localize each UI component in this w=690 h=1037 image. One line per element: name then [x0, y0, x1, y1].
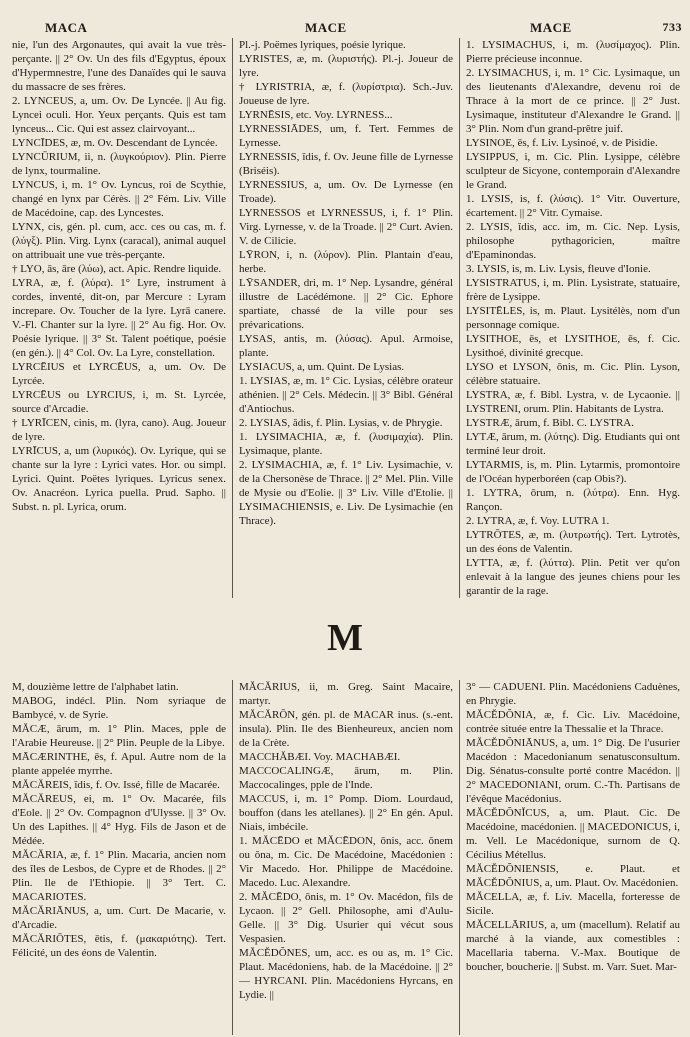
entry: MACCOCALINGÆ, ārum, m. Plin. Maccocalinges, pple de l'Inde.: [239, 765, 453, 791]
entry: 2. LYSIAS, ădis, f. Plin. Lysias, v. de Phrygie.: [239, 417, 443, 429]
top-section: [6, 38, 686, 598]
entry: 2. LYSIMACHIA, æ, f. 1° Liv. Lysimachie, v. de la Chersonèse de Thrace. || 2° Mel. Plin. Ville de Mysie ou d'Eolie. || 3° Liv. Ville d'Etolie. || LYSIMACHIENSIS, e. Liv. De Lysimachie (en Thrace).: [239, 459, 453, 527]
entry: LȲSANDER, dri, m. 1° Nep. Lysandre, général illustre de Lacédémone. || 2° Cic. Ephore spartiate, chassé de la ville pour ses prévarications.: [239, 277, 453, 331]
column-bottom-3: [459, 680, 686, 1035]
entry: 1. MĂCĒDO et MĂCĒDON, ōnis, acc. ŏnem ou ŏna, m. Cic. De Macédoine, Macédonien : Vir Macedo. Hor. Philippe de Macédoine. Macedo. Luc. Alexandre.: [239, 835, 453, 889]
entry: nie, l'un des Argonautes, qui avait la vue très-perçante. || 2° Ov. Un des fils d'Egyptus, époux d'Hypermnestre, l'une des Danaïdes qui le sauva du massacre de ses frères.: [12, 39, 226, 93]
entry: MĂCĂREUS, ei, m. 1° Ov. Macarée, fils d'Eole. || 2° Ov. Compagnon d'Ulysse. || 3° Ov. Un des Lapithes. || 4° Hyg. Fils de Jason et de Médée.: [12, 793, 226, 847]
entry: 2. LYSIS, ĭdis, acc. im, m. Cic. Nep. Lysis, philosophe pythagoricien, maître d'Epaminondas.: [466, 221, 680, 261]
entry: 1. LYSIMACHUS, i, m. (λυσίμαχος). Plin. Pierre précieuse inconnue.: [466, 39, 680, 65]
entry: MĂCĂREIS, ĭdis, f. Ov. Issé, fille de Macarée.: [12, 779, 220, 791]
running-header: [0, 4, 690, 34]
entry: LYSISTRATUS, i, m. Plin. Lysistrate, statuaire, frère de Lysippe.: [466, 277, 680, 303]
running-head-right: MACE: [530, 20, 572, 35]
entry: MĂCĂRIA, æ, f. 1° Plin. Macaria, ancien nom des îles de Lesbos, de Cypre et de Rhodes. || 2° Plin. Ile de l'Ethiopie. || 3° Tert. C. MACARIOTES.: [12, 849, 226, 903]
entry: LYTARMIS, is, m. Plin. Lytarmis, promontoire de l'Océan hyperboréen (cap Obis?).: [466, 459, 680, 485]
entry: LYRNĒSIS, etc. Voy. LYRNESS...: [239, 109, 393, 121]
entry: LYTÆ, ārum, m. (λύτης). Dig. Etudiants qui ont terminé leur droit.: [466, 431, 680, 457]
entry: LYNCĪDES, æ, m. Ov. Descendant de Lyncée.: [12, 137, 218, 149]
entry: MĂCĂRŌN, gén. pl. de MACAR inus. (s.-ent. insula). Plin. Ile des Bienheureux, ancien nom de la Crète.: [239, 709, 453, 749]
entry: LYNCŪRIUM, ii, n. (λυγκούριον). Plin. Pierre de lynx, tourmaline.: [12, 151, 226, 177]
entry: LYRA, æ, f. (λύρα). 1° Lyre, instrument à cordes, inventé, dit-on, par Mercure : Lyram increpare. Ov. Toucher de la lyre. Lyrā canere. V.-Fl. Chanter sur la lyre. || 2° Au fig. Hor. Ov. Poésie lyrique. || 3° St. Talent poétique, poésie (en gén.). || 4° Col. Ov. La Lyre, constellation.: [12, 277, 226, 359]
entry: LYNX, cis, gén. pl. cum, acc. ces ou cas, m. f. (λύγξ). Plin. Virg. Lynx (caracal), animal auquel on attribuait une vue très-perçante.: [12, 221, 226, 261]
entry: MĂCELLĀRIUS, a, um (macellum). Relatif au marché à la viande, aux comestibles : Macellaria taberna. V.-Max. Boutique de boucher, boucherie. || Subst. m. Varr. Suet. Mar-: [466, 919, 680, 973]
entry: M, douzième lettre de l'alphabet latin.: [12, 681, 179, 693]
entry: Pl.-j. Poëmes lyriques, poésie lyrique.: [239, 39, 406, 51]
entry: MĂCĔDŎNIENSIS, e. Plaut. et MĂCĔDŎNIUS, a, um. Plaut. Ov. Macédonien.: [466, 863, 680, 889]
entry: LYRNESSIĀDES, um, f. Tert. Femmes de Lyrnesse.: [239, 123, 453, 149]
entry: 1. LYSIAS, æ, m. 1° Cic. Lysias, célèbre orateur athénien. || 2° Cels. Médecin. || 3° Bibl. Général d'Antiochus.: [239, 375, 453, 415]
entry: LYRISTES, æ, m. (λυριστής). Pl.-j. Joueur de lyre.: [239, 53, 453, 79]
entry: MABOG, indécl. Plin. Nom syriaque de Bambycé, v. de Syrie.: [12, 695, 226, 721]
entry: LȲRON, i, n. (λύρον). Plin. Plantain d'eau, herbe.: [239, 249, 453, 275]
entry: LYNCUS, i, m. 1° Ov. Lyncus, roi de Scythie, changé en lynx par Cérès. || 2° Fém. Liv. Ville de Macédoine, cap. des Lyncestes.: [12, 179, 226, 219]
entry: 2. LYNCEUS, a, um. Ov. De Lyncée. || Au fig. Lyncei oculi. Hor. Yeux perçants. Quis est tam lynceus... Cic. Qui est assez clairvoyant...: [12, 95, 226, 135]
entry: 2. MĂCĒDO, ōnis, m. 1° Ov. Macédon, fils de Lycaon. || 2° Gell. Philosophe, ami d'Aulu-Gelle. || 3° Dig. Usurier qui vécut sous Vespasien.: [239, 891, 453, 945]
page-number: 733: [662, 20, 682, 34]
entry: LYSAS, antis, m. (λύσας). Apul. Armoise, plante.: [239, 333, 453, 359]
entry: MĂCĔDŎNIĀNUS, a, um. 1° Dig. De l'usurier Macédon : Macedonianum senatusconsultum. Dig. Sénatus-consulte porté contre Macédon. || 2° MACEDONIANI, orum. C.-Th. Partisans de l'évêque Macédonius.: [466, 737, 680, 805]
entry: MACCUS, i, m. 1° Pomp. Diom. Lourdaud, bouffon (dans les atellanes). || 2° En gén. Apul. Niais, imbécile.: [239, 793, 453, 833]
entry: MĂCĂRIŌTES, ētis, f. (μακαριότης). Tert. Félicité, un des éons de Valentin.: [12, 933, 226, 959]
entry: LYRNESSIUS, a, um. Ov. De Lyrnesse (en Troade).: [239, 179, 453, 205]
entry: 1. LYTRA, ōrum, n. (λύτρα). Enn. Hyg. Rançon.: [466, 487, 680, 513]
entry: LYRĪCUS, a, um (λυρικός). Ov. Lyrique, qui se chante sur la lyre : Lyrici vates. Hor. ou simpl. Lyrici. Quint. Poëtes lyriques. Lyricus senex. Ov. Anacréon. Lyrica puella. Prud. Sapho. || Subst. n. pl. Lyrica, orum.: [12, 445, 226, 513]
entry: MĂCĂRIUS, ii, m. Greg. Saint Macaire, martyr.: [239, 681, 453, 707]
entry: MĂCĔDŎNIA, æ, f. Cic. Liv. Macédoine, contrée située entre la Thessalie et la Thrace.: [466, 709, 680, 735]
column-top-1: [6, 38, 232, 598]
running-head-center: MACE: [305, 20, 347, 35]
entry: MĂCĔDŎNES, um, acc. es ou as, m. 1° Cic. Plaut. Macédoniens, hab. de la Macédoine. || 2° — HYRCANI. Plin. Macédoniens Hyrcans, en Lydie. ||: [239, 947, 453, 1001]
entry: LYSITHOE, ēs, et LYSITHOE, ēs, f. Cic. Lysithoé, divinité grecque.: [466, 333, 680, 359]
entry: 1. LYSIMACHIA, æ, f. (λυσιμαχία). Plin. Lysimaque, plante.: [239, 431, 453, 457]
entry: LYSO et LYSON, ōnis, m. Cic. Plin. Lyson, célèbre statuaire.: [466, 361, 680, 387]
entry: LYSINOE, ēs, f. Liv. Lysinoé, v. de Pisidie.: [466, 137, 658, 149]
entry: LYTRŌTES, æ, m. (λυτρωτής). Tert. Lytrotès, un des éons de Valentin.: [466, 529, 680, 555]
entry: 2. LYSIMACHUS, i, m. 1° Cic. Lysimaque, un des lieutenants d'Alexandre, devenu roi de Thrace à la mort de ce prince. || 2° Just. Lysimaque, instituteur d'Alexandre le Grand. || 3° Plin. Nom d'un grand-prêtre juif.: [466, 67, 680, 135]
entry: LYSITĒLES, is, m. Plaut. Lysitélès, nom d'un personnage comique.: [466, 305, 680, 331]
entry: LYSIACUS, a, um. Quint. De Lysias.: [239, 361, 405, 373]
entry: LYSTRÆ, ārum, f. Bibl. C. LYSTRA.: [466, 417, 634, 429]
entry: MĀCÆRINTHE, ēs, f. Apul. Autre nom de la plante appelée myrrhe.: [12, 751, 226, 777]
entry: 2. LYTRA, æ, f. Voy. LUTRA 1.: [466, 515, 610, 527]
entry: † LYO, ās, āre (λύω), act. Apic. Rendre liquide.: [12, 263, 222, 275]
entry: MĂCELLA, æ, f. Liv. Macella, forteresse de Sicile.: [466, 891, 680, 917]
entry: † LYRISTRIA, æ, f. (λυρίστρια). Sch.-Juv. Joueuse de lyre.: [239, 81, 453, 107]
entry: MĂCĔDŎNĬCUS, a, um. Plaut. Cic. De Macédoine, macédonien. || MACEDONICUS, i, m. Vell. Le Macédonique, surnom de Q. Cécilius Métellus.: [466, 807, 680, 861]
entry: 1. LYSIS, is, f. (λύσις). 1° Vitr. Ouverture, écartement. || 2° Vitr. Cymaise.: [466, 193, 680, 219]
entry: LYRNESSIS, ĭdis, f. Ov. Jeune fille de Lyrnesse (Briséis).: [239, 151, 453, 177]
entry: LYRCĒIUS et LYRCĒUS, a, um. Ov. De Lyrcée.: [12, 361, 226, 387]
column-top-3: [459, 38, 686, 598]
entry: MACCHĂBÆI. Voy. MACHABÆI.: [239, 751, 401, 763]
entry: LYSTRA, æ, f. Bibl. Lystra, v. de Lycaonie. || LYSTRENI, orum. Plin. Habitants de Lystra.: [466, 389, 680, 415]
column-bottom-2: [232, 680, 459, 1035]
entry: LYRCĒUS ou LYRCIUS, i, m. St. Lyrcée, source d'Arcadie.: [12, 389, 226, 415]
bottom-section: [6, 680, 686, 1035]
entry: MĂCÆ, ārum, m. 1° Plin. Maces, pple de l'Arabie Heureuse. || 2° Plin. Peuple de la Libye.: [12, 723, 226, 749]
entry: † LYRĪCEN, cinis, m. (lyra, cano). Aug. Joueur de lyre.: [12, 417, 226, 443]
column-top-2: [232, 38, 459, 598]
column-bottom-1: [6, 680, 232, 1035]
entry: 3. LYSIS, is, m. Liv. Lysis, fleuve d'Ionie.: [466, 263, 651, 275]
running-head-left: MACA: [45, 20, 88, 35]
entry: 3° — CADUENI. Plin. Macédoniens Caduènes, en Phrygie.: [466, 681, 680, 707]
entry: LYRNESSOS et LYRNESSUS, i, f. 1° Plin. Virg. Lyrnesse, v. de la Troade. || 2° Curt. Avien. V. de Cilicie.: [239, 207, 453, 247]
entry: LYTTA, æ, f. (λύττα). Plin. Petit ver qu'on enlevait à la langue des jeunes chiens pour les garantir de la rage.: [466, 557, 680, 597]
entry: LYSIPPUS, i, m. Cic. Plin. Lysippe, célèbre sculpteur de Sicyone, contemporain d'Alexandre le Grand.: [466, 151, 680, 191]
entry: MĂCĂRIĀNUS, a, um. Curt. De Macarie, v. d'Arcadie.: [12, 905, 226, 931]
section-letter: M: [327, 617, 363, 659]
